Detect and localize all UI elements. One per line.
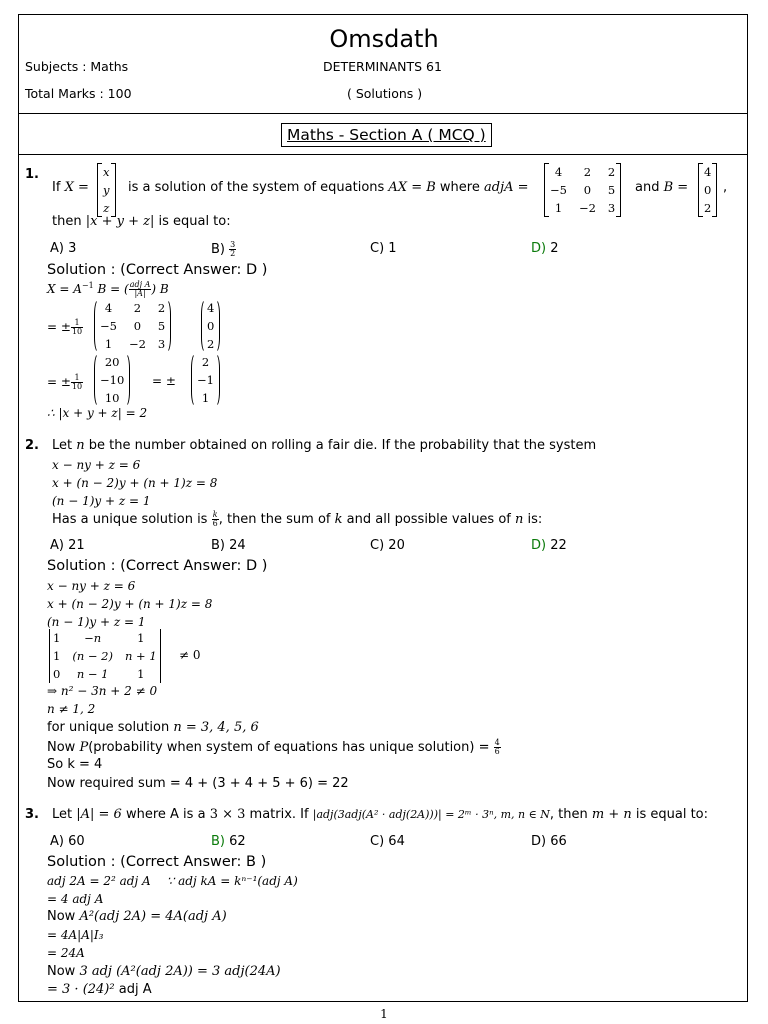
option-c[interactable]: C) 64 — [370, 834, 405, 849]
solution-line: n ≠ 1, 2 — [47, 702, 96, 716]
total-marks-label: Total Marks : 100 — [25, 86, 132, 101]
question-number: 1. — [25, 167, 39, 182]
question-text: If X = — [52, 180, 89, 195]
page-number: 1 — [380, 1007, 388, 1021]
option-d[interactable]: D) 2 — [531, 241, 559, 256]
solution-line: = 3 · (24)² adj A — [47, 982, 152, 997]
equation: x − ny + z = 6 — [52, 458, 141, 472]
question-text: then |x + y + z| is equal to: — [52, 214, 231, 229]
question-text: is a solution of the system of equations AX = B where adjA = — [128, 180, 529, 195]
header-divider — [19, 113, 747, 114]
page-frame — [18, 14, 748, 1002]
solution-line: Now required sum = 4 + (3 + 4 + 5 + 6) = 22 — [47, 776, 349, 791]
solution-line: = ± $\frac{1}{10}$ — [47, 318, 83, 336]
equation: (n − 1)y + z = 1 — [52, 494, 151, 508]
solution-line: Now 3 adj (A²(adj 2A)) = 3 adj(24A) — [47, 964, 281, 979]
solution-line: = ± $\frac{1}{10}$ — [47, 373, 83, 391]
option-b[interactable]: B) $\frac{3}{2}$ — [211, 240, 236, 258]
question-number: 3. — [25, 807, 39, 822]
solution-line: Now A²(adj 2A) = 4A(adj A) — [47, 909, 227, 924]
solution-line: ⇒ n² − 3n + 2 ≠ 0 — [47, 684, 158, 698]
question-text: Let |A| = 6 where A is a 3 × 3 matrix. If |adj(3adj(A² · adj(2A)))| = 2ᵐ · 3ⁿ, m, n ∈ N, then m + n is equal to: — [52, 807, 709, 822]
option-c[interactable]: C) 20 — [370, 538, 405, 553]
question-text: and B = — [635, 180, 689, 195]
solution-line: = 24A — [47, 946, 85, 960]
vector-20: 20 −10 10 — [94, 353, 130, 407]
matrix-b-solution: 4 0 2 — [201, 299, 220, 353]
option-d[interactable]: D) 66 — [531, 834, 567, 849]
not-equal-zero: ≠ 0 — [179, 648, 201, 662]
solution-heading: Solution : (Correct Answer: B ) — [47, 854, 267, 870]
matrix-adj-a-solution: 4 2 2 −5 0 5 1 −2 3 — [94, 299, 171, 353]
solution-heading: Solution : (Correct Answer: D ) — [47, 558, 268, 574]
option-b[interactable]: B) 62 — [211, 834, 246, 849]
chapter-label: DETERMINANTS 61 — [323, 59, 442, 74]
option-d[interactable]: D) 22 — [531, 538, 567, 553]
solution-line: Now P(probability when system of equations has unique solution) = $\frac{4}{6}$ — [47, 738, 500, 756]
solution-heading: Solution : (Correct Answer: D ) — [47, 262, 268, 278]
question-text: Let n be the number obtained on rolling a fair die. If the probability that the system — [52, 438, 597, 453]
solution-line: x − ny + z = 6 — [47, 579, 136, 593]
option-c[interactable]: C) 1 — [370, 241, 397, 256]
solution-line: (n − 1)y + z = 1 — [47, 615, 146, 629]
solution-line: adj 2A = 2² adj A ∵ adj kA = kⁿ⁻¹(adj A) — [47, 874, 298, 888]
solution-line: x + (n − 2)y + (n + 1)z = 8 — [47, 597, 213, 611]
subjects-label: Subjects : Maths — [25, 59, 129, 74]
solution-line: for unique solution n = 3, 4, 5, 6 — [47, 720, 259, 735]
option-a[interactable]: A) 60 — [50, 834, 85, 849]
solution-line: $X = A^{-1}$ B = ( $\frac{\text{adj A}}{|A|}$ ) B — [47, 280, 169, 298]
equation: x + (n − 2)y + (n + 1)z = 8 — [52, 476, 218, 490]
matrix-x: x y z — [97, 163, 116, 217]
solution-line: = 4 adj A — [47, 892, 104, 906]
page-title: Omsdath — [329, 25, 439, 53]
solutions-label: ( Solutions ) — [347, 86, 423, 101]
determinant: 1 −n 1 1 (n − 2) n + 1 0 n − 1 1 — [47, 629, 163, 683]
matrix-adj-a: 4 2 2 −5 0 5 1 −2 3 — [544, 163, 621, 217]
option-b[interactable]: B) 24 — [211, 538, 246, 553]
solution-line: ∴ |x + y + z| = 2 — [47, 406, 148, 420]
vector-2: 2 −1 1 — [191, 353, 220, 407]
section-divider — [19, 154, 747, 155]
matrix-b: 4 0 2 — [698, 163, 717, 217]
question-number: 2. — [25, 438, 39, 453]
equals-sign: = ± — [152, 374, 176, 388]
solution-line: So k = 4 — [47, 757, 103, 772]
question-text: Has a unique solution is $\frac{k}{6}$ , then the sum of k and all possible values of n is: — [52, 510, 543, 528]
solution-line: = 4A|A|I₃ — [47, 928, 104, 942]
comma: , — [723, 180, 728, 195]
option-a[interactable]: A) 21 — [50, 538, 85, 553]
option-a[interactable]: A) 3 — [50, 241, 77, 256]
section-heading: Maths - Section A ( MCQ ) — [281, 123, 492, 147]
